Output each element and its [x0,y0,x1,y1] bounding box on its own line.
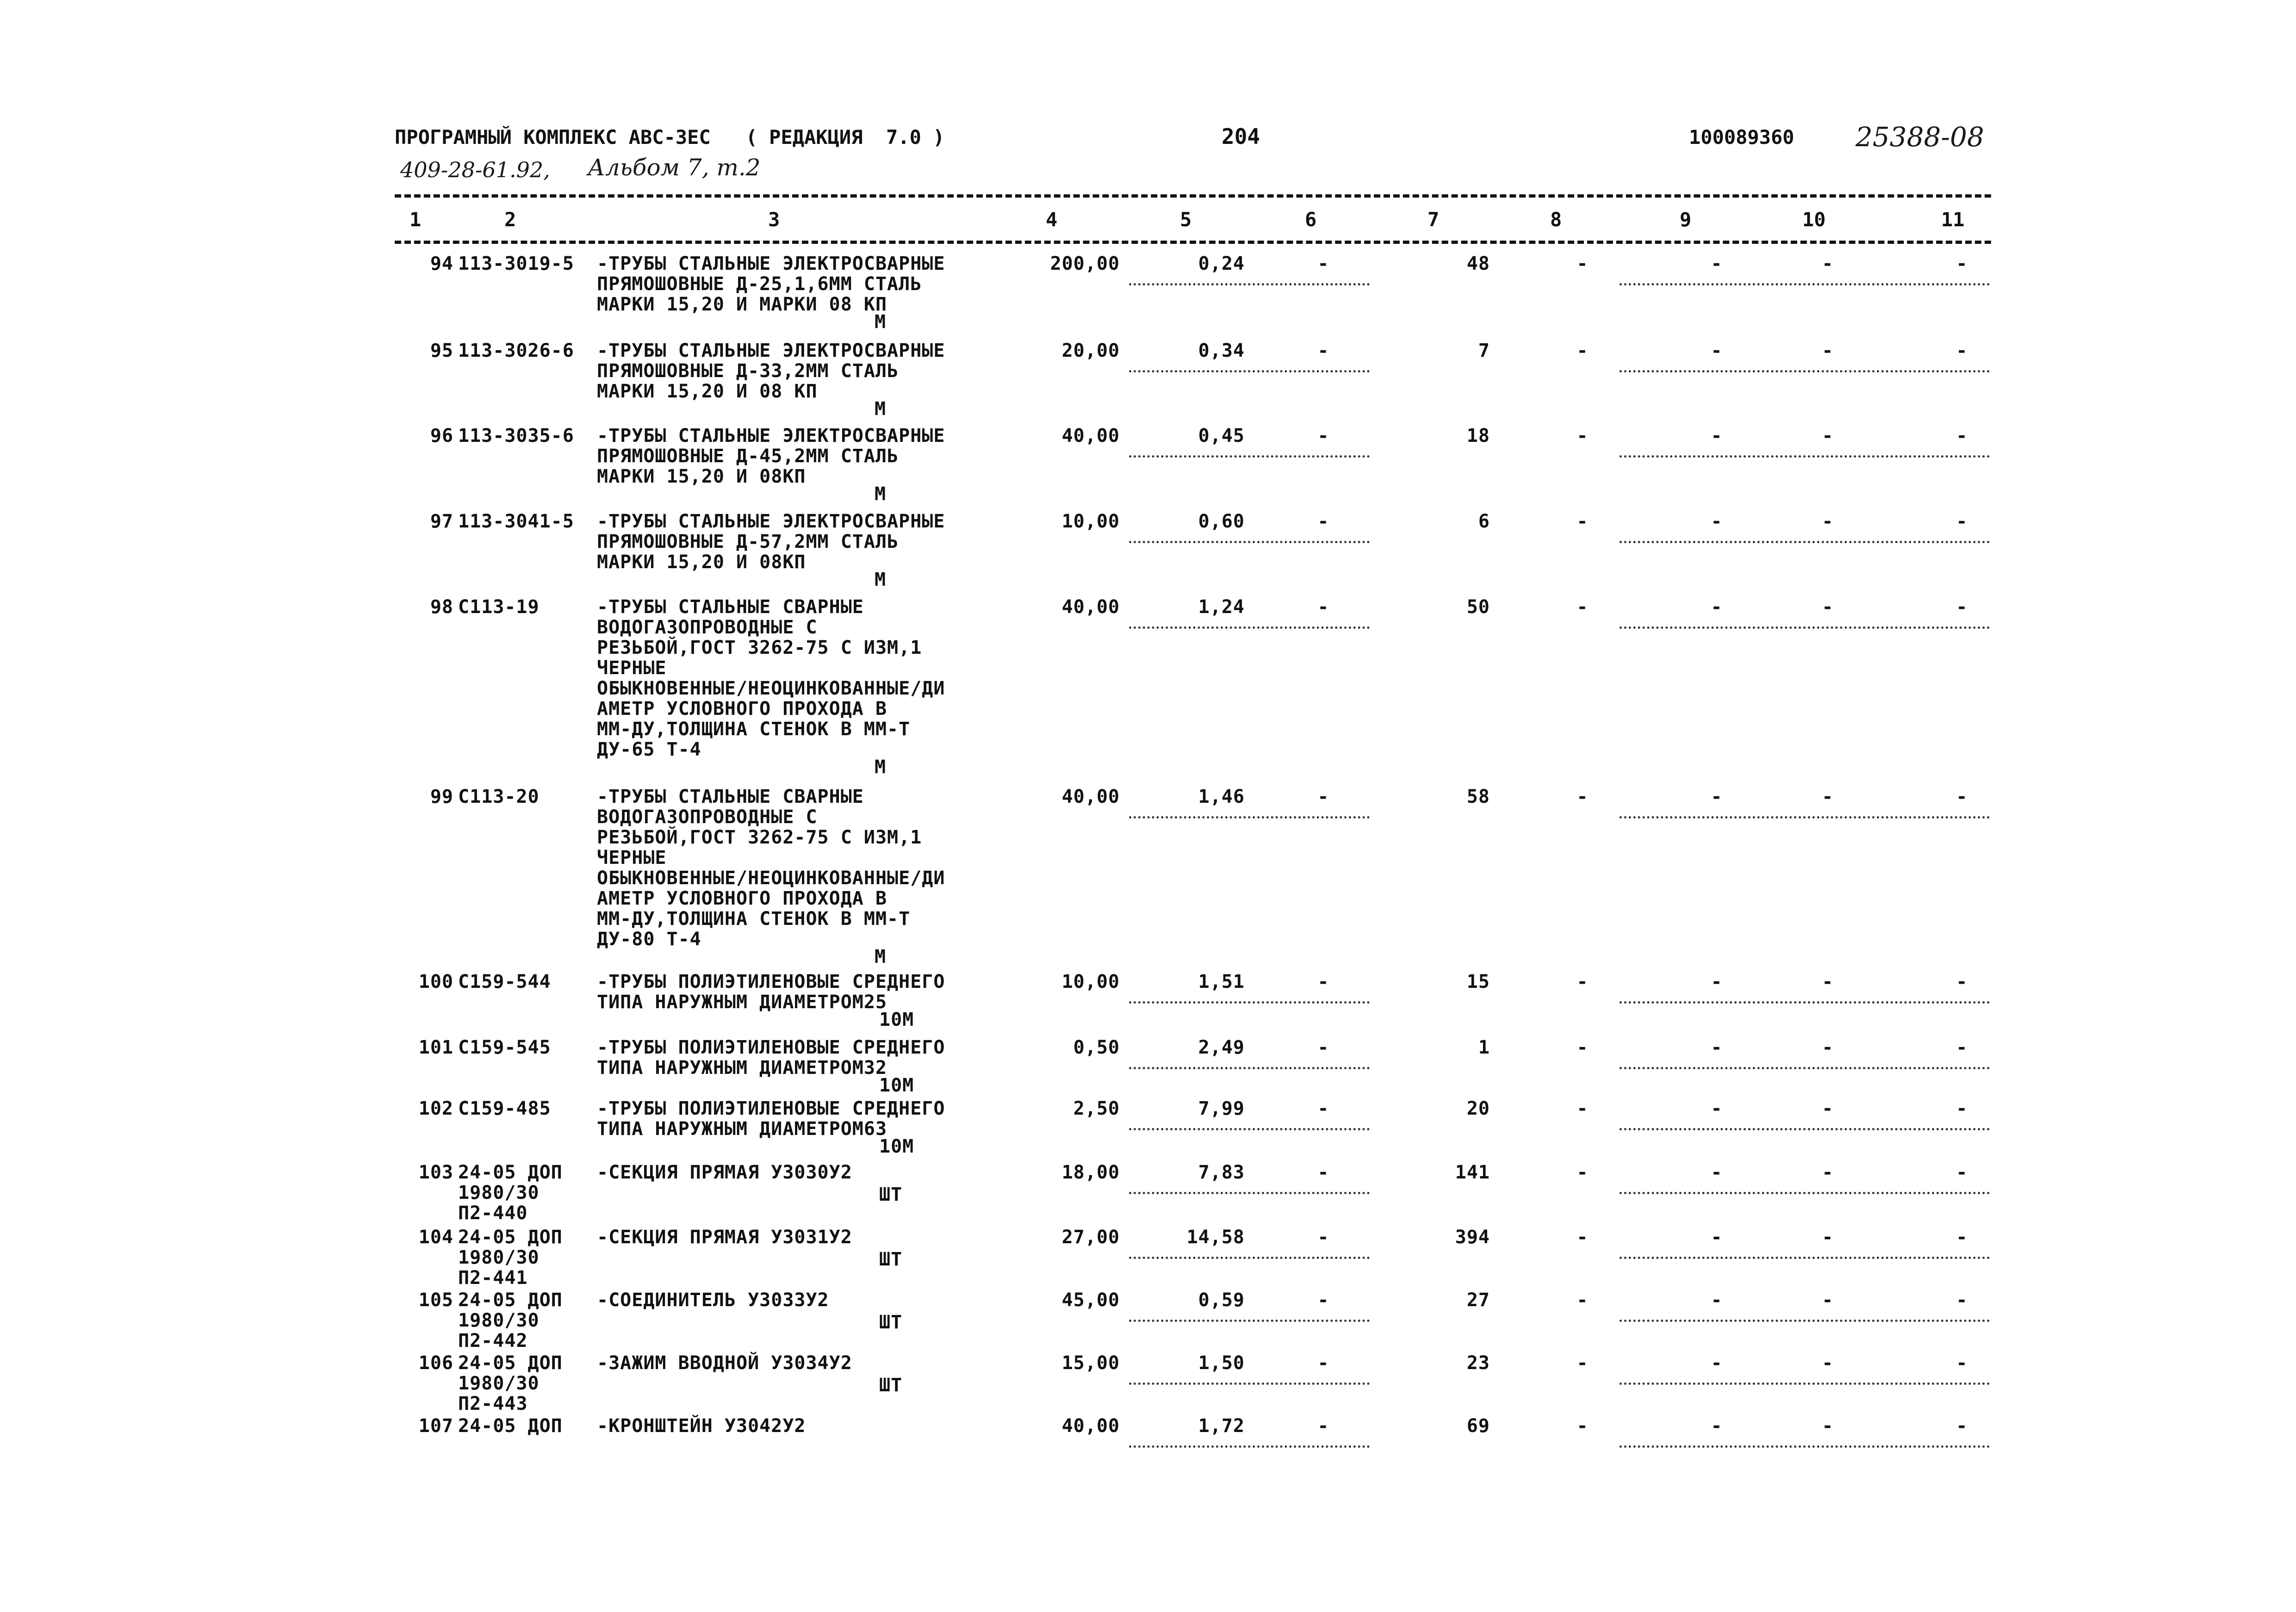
row-col9: - [1711,786,1723,807]
row-quantity: 18,00 [1061,1162,1120,1183]
handwritten-album: Альбом 7, т.2 [588,154,761,181]
row-col9: - [1711,511,1723,532]
row-col10: - [1822,1352,1834,1374]
row-code: 113-3041-5 [458,511,574,532]
row-description: -ЗАЖИМ ВВОДНОЙ УЗ034У2 [597,1352,852,1374]
row-col10: - [1822,340,1834,361]
row-unit: М [875,398,887,420]
row-col6: - [1317,1352,1329,1374]
row-code: 1980/30 [458,1182,540,1203]
row-right-separator [1620,1067,1990,1069]
row-col7: 1 [1478,1037,1490,1058]
row-right-separator [1620,541,1990,543]
row-price-separator [1129,1383,1370,1385]
column-number-4: 4 [1046,208,1058,231]
row-col6: - [1317,1290,1329,1311]
row-code: 24-05 ДОП [458,1415,563,1437]
row-description: РЕЗЬБОЙ,ГОСТ 3262-75 С ИЗМ,1 [597,637,922,658]
row-unit: ШТ [879,1249,903,1271]
row-description: МАРКИ 15,20 И 08 КП [597,381,818,402]
row-price-separator [1129,370,1370,372]
row-col6: - [1317,511,1329,532]
row-description: -СОЕДИНИТЕЛЬ УЗ033У2 [597,1290,829,1311]
row-right-separator [1620,283,1990,285]
row-quantity: 0,50 [1073,1037,1120,1058]
page-number: 204 [1222,124,1260,149]
row-col9: - [1711,1415,1723,1437]
row-number: 107 [418,1415,453,1437]
row-description: ТИПА НАРУЖНЫМ ДИАМЕТРОМ63 [597,1118,887,1140]
row-col8: - [1576,1415,1589,1437]
row-col10: - [1822,971,1834,992]
row-quantity: 10,00 [1061,511,1120,532]
row-col11: - [1956,1290,1968,1311]
row-description: -ТРУБЫ СТАЛЬНЫЕ СВАРНЫЕ [597,596,864,618]
row-price: 0,34 [1198,340,1245,361]
row-col11: - [1956,1352,1968,1374]
row-description: МАРКИ 15,20 И 08КП [597,552,806,573]
row-col7: 394 [1455,1227,1490,1248]
column-number-10: 10 [1802,208,1826,231]
row-number: 99 [430,786,453,807]
row-price-separator [1129,1192,1370,1194]
row-col10: - [1822,1037,1834,1058]
row-description: -ТРУБЫ СТАЛЬНЫЕ ЭЛЕКТРОСВАРНЫЕ [597,425,945,446]
row-code: 24-05 ДОП [458,1227,563,1248]
column-number-9: 9 [1680,208,1692,231]
row-quantity: 45,00 [1061,1290,1120,1311]
row-quantity: 2,50 [1073,1098,1120,1119]
row-quantity: 40,00 [1061,596,1120,618]
row-col6: - [1317,786,1329,807]
row-quantity: 40,00 [1061,1415,1120,1437]
row-price: 7,83 [1198,1162,1245,1183]
row-code: 113-3035-6 [458,425,574,446]
row-code: 24-05 ДОП [458,1352,563,1374]
row-col9: - [1711,253,1723,274]
row-unit: М [875,569,887,590]
table-top-rule [395,194,1991,198]
row-description: ПРЯМОШОВНЫЕ Д-25,1,6ММ СТАЛЬ [597,273,922,295]
row-col8: - [1576,1352,1589,1374]
row-col7: 27 [1466,1290,1490,1311]
row-price: 0,59 [1198,1290,1245,1311]
header-bottom-rule [395,241,1991,244]
row-right-separator [1620,370,1990,372]
row-number: 102 [418,1098,453,1119]
row-unit: ШТ [879,1375,903,1396]
row-col6: - [1317,971,1329,992]
row-col8: - [1576,340,1589,361]
row-col11: - [1956,596,1968,618]
row-col11: - [1956,253,1968,274]
row-description: ВОДОГАЗОПРОВОДНЫЕ С [597,617,818,638]
row-price: 1,72 [1198,1415,1245,1437]
row-price: 14,58 [1186,1227,1245,1248]
row-col10: - [1822,511,1834,532]
row-col7: 58 [1466,786,1490,807]
row-quantity: 40,00 [1061,786,1120,807]
row-quantity: 10,00 [1061,971,1120,992]
row-description: ЧЕРНЫЕ [597,657,667,679]
row-price: 1,24 [1198,596,1245,618]
row-description: ПРЯМОШОВНЫЕ Д-45,2ММ СТАЛЬ [597,446,899,467]
row-col9: - [1711,1227,1723,1248]
row-col6: - [1317,340,1329,361]
row-col6: - [1317,1415,1329,1437]
row-col10: - [1822,1162,1834,1183]
column-number-7: 7 [1427,208,1440,231]
row-unit: ШТ [879,1312,903,1333]
row-col6: - [1317,1037,1329,1058]
row-number: 106 [418,1352,453,1374]
row-right-separator [1620,1257,1990,1259]
row-col10: - [1822,1290,1834,1311]
row-code: 113-3019-5 [458,253,574,274]
row-description: ММ-ДУ,ТОЛЩИНА СТЕНОК В ММ-Т [597,908,911,930]
row-code: С159-544 [458,971,551,992]
row-number: 103 [418,1162,453,1183]
row-right-separator [1620,1001,1990,1004]
row-code: 1980/30 [458,1247,540,1268]
row-col7: 69 [1466,1415,1490,1437]
row-description: -ТРУБЫ СТАЛЬНЫЕ ЭЛЕКТРОСВАРНЫЕ [597,340,945,361]
column-number-6: 6 [1305,208,1317,231]
row-col10: - [1822,1098,1834,1119]
row-unit: М [875,484,887,505]
row-unit: М [875,946,887,967]
row-col11: - [1956,1162,1968,1183]
row-description: -ТРУБЫ СТАЛЬНЫЕ СВАРНЫЕ [597,786,864,807]
column-number-11: 11 [1941,208,1965,231]
row-description: ПРЯМОШОВНЫЕ Д-57,2ММ СТАЛЬ [597,531,899,552]
row-price-separator [1129,1128,1370,1130]
row-code: П2-443 [458,1393,528,1414]
row-col11: - [1956,1098,1968,1119]
row-code: 1980/30 [458,1373,540,1394]
row-unit: 10М [879,1136,914,1157]
row-price: 0,24 [1198,253,1245,274]
row-code: П2-442 [458,1330,528,1352]
row-col11: - [1956,1227,1968,1248]
row-col7: 141 [1455,1162,1490,1183]
row-right-separator [1620,816,1990,818]
program-title: ПРОГРАМНЫЙ КОМПЛЕКС АВС-3ЕС ( РЕДАКЦИЯ 7.0 ) [395,126,945,149]
row-col8: - [1576,1290,1589,1311]
row-col11: - [1956,1415,1968,1437]
row-col7: 23 [1466,1352,1490,1374]
row-col9: - [1711,596,1723,618]
row-number: 101 [418,1037,453,1058]
row-col7: 50 [1466,596,1490,618]
row-unit: 10М [879,1075,914,1096]
row-description: -ТРУБЫ СТАЛЬНЫЕ ЭЛЕКТРОСВАРНЫЕ [597,511,945,532]
row-code: 24-05 ДОП [458,1162,563,1183]
row-right-separator [1620,1445,1990,1448]
row-number: 94 [430,253,453,274]
row-number: 100 [418,971,453,992]
row-col6: - [1317,253,1329,274]
row-col11: - [1956,786,1968,807]
row-col7: 20 [1466,1098,1490,1119]
row-col11: - [1956,971,1968,992]
row-description: ТИПА НАРУЖНЫМ ДИАМЕТРОМ32 [597,1057,887,1079]
row-col6: - [1317,596,1329,618]
row-description: -СЕКЦИЯ ПРЯМАЯ УЗ030У2 [597,1162,852,1183]
row-description: ОБЫКНОВЕННЫЕ/НЕОЦИНКОВАННЫЕ/ДИ [597,678,945,699]
row-quantity: 200,00 [1050,253,1120,274]
row-right-separator [1620,455,1990,458]
row-col9: - [1711,1352,1723,1374]
row-price: 2,49 [1198,1037,1245,1058]
row-description: -ТРУБЫ ПОЛИЭТИЛЕНОВЫЕ СРЕДНЕГО [597,1037,945,1058]
row-description: ТИПА НАРУЖНЫМ ДИАМЕТРОМ25 [597,992,887,1013]
row-price-separator [1129,1257,1370,1259]
column-number-8: 8 [1550,208,1562,231]
row-col7: 7 [1478,340,1490,361]
row-code: С159-485 [458,1098,551,1119]
row-code: 1980/30 [458,1310,540,1331]
row-col8: - [1576,1098,1589,1119]
row-col10: - [1822,253,1834,274]
row-col9: - [1711,425,1723,446]
row-code: П2-440 [458,1203,528,1224]
row-description: ПРЯМОШОВНЫЕ Д-33,2ММ СТАЛЬ [597,360,899,382]
row-col9: - [1711,1098,1723,1119]
row-description: ОБЫКНОВЕННЫЕ/НЕОЦИНКОВАННЫЕ/ДИ [597,868,945,889]
row-description: -ТРУБЫ ПОЛИЭТИЛЕНОВЫЕ СРЕДНЕГО [597,971,945,992]
row-col9: - [1711,971,1723,992]
row-price-separator [1129,1067,1370,1069]
column-number-1: 1 [410,208,422,231]
row-price: 0,45 [1198,425,1245,446]
row-description: ЧЕРНЫЕ [597,847,667,868]
row-right-separator [1620,1383,1990,1385]
row-col6: - [1317,1227,1329,1248]
row-col7: 18 [1466,425,1490,446]
column-number-5: 5 [1180,208,1192,231]
row-col7: 6 [1478,511,1490,532]
row-price-separator [1129,1445,1370,1448]
column-number-2: 2 [504,208,516,231]
row-description: -СЕКЦИЯ ПРЯМАЯ УЗ031У2 [597,1227,852,1248]
document-code: 100089360 [1689,126,1794,149]
row-description: МАРКИ 15,20 И 08КП [597,466,806,487]
row-description: АМЕТР УСЛОВНОГО ПРОХОДА В [597,888,887,909]
row-col10: - [1822,425,1834,446]
row-col8: - [1576,425,1589,446]
row-code: С113-19 [458,596,540,618]
row-col6: - [1317,1098,1329,1119]
row-col10: - [1822,786,1834,807]
row-price: 1,46 [1198,786,1245,807]
row-price: 7,99 [1198,1098,1245,1119]
row-col8: - [1576,511,1589,532]
row-price-separator [1129,1001,1370,1004]
row-col9: - [1711,1290,1723,1311]
row-price-separator [1129,455,1370,458]
row-col10: - [1822,596,1834,618]
row-col10: - [1822,1227,1834,1248]
row-col8: - [1576,786,1589,807]
row-right-separator [1620,1320,1990,1322]
row-description: ДУ-80 Т-4 [597,929,701,950]
row-unit: М [875,311,887,333]
row-price-separator [1129,626,1370,629]
row-unit: ШТ [879,1184,903,1206]
row-code: П2-441 [458,1267,528,1289]
row-col7: 48 [1466,253,1490,274]
row-price-separator [1129,541,1370,543]
row-code: 113-3026-6 [458,340,574,361]
row-code: С159-545 [458,1037,551,1058]
row-description: АМЕТР УСЛОВНОГО ПРОХОДА В [597,698,887,719]
row-description: ДУ-65 Т-4 [597,739,701,760]
row-col11: - [1956,1037,1968,1058]
row-number: 97 [430,511,453,532]
row-number: 96 [430,425,453,446]
row-col9: - [1711,1162,1723,1183]
row-col8: - [1576,1037,1589,1058]
row-col8: - [1576,971,1589,992]
row-col11: - [1956,511,1968,532]
row-price: 0,60 [1198,511,1245,532]
row-number: 95 [430,340,453,361]
row-quantity: 27,00 [1061,1227,1120,1248]
row-col8: - [1576,1227,1589,1248]
row-right-separator [1620,1128,1990,1130]
row-col9: - [1711,340,1723,361]
row-description: -КРОНШТЕЙН УЗ042У2 [597,1415,806,1437]
row-code: С113-20 [458,786,540,807]
row-description: РЕЗЬБОЙ,ГОСТ 3262-75 С ИЗМ,1 [597,827,922,848]
row-col8: - [1576,253,1589,274]
row-col8: - [1576,1162,1589,1183]
row-price-separator [1129,1320,1370,1322]
row-description: ВОДОГАЗОПРОВОДНЫЕ С [597,806,818,828]
row-col11: - [1956,425,1968,446]
row-col10: - [1822,1415,1834,1437]
row-col6: - [1317,1162,1329,1183]
row-col11: - [1956,340,1968,361]
column-number-3: 3 [768,208,780,231]
row-quantity: 15,00 [1061,1352,1120,1374]
row-price-separator [1129,283,1370,285]
row-code: 24-05 ДОП [458,1290,563,1311]
stamp-number: 25388-08 [1855,121,1984,153]
row-description: ММ-ДУ,ТОЛЩИНА СТЕНОК В ММ-Т [597,719,911,740]
row-description: -ТРУБЫ СТАЛЬНЫЕ ЭЛЕКТРОСВАРНЫЕ [597,253,945,274]
row-col7: 15 [1466,971,1490,992]
row-quantity: 20,00 [1061,340,1120,361]
row-unit: 10М [879,1009,914,1030]
row-quantity: 40,00 [1061,425,1120,446]
row-number: 105 [418,1290,453,1311]
row-col6: - [1317,425,1329,446]
row-number: 104 [418,1227,453,1248]
row-unit: М [875,756,887,778]
row-col9: - [1711,1037,1723,1058]
row-description: МАРКИ 15,20 И МАРКИ 08 КП [597,294,887,315]
handwritten-reference: 409-28-61.92, [400,157,550,182]
row-right-separator [1620,1192,1990,1194]
row-price-separator [1129,816,1370,818]
row-right-separator [1620,626,1990,629]
row-price: 1,51 [1198,971,1245,992]
row-price: 1,50 [1198,1352,1245,1374]
row-number: 98 [430,596,453,618]
row-col8: - [1576,596,1589,618]
row-description: -ТРУБЫ ПОЛИЭТИЛЕНОВЫЕ СРЕДНЕГО [597,1098,945,1119]
